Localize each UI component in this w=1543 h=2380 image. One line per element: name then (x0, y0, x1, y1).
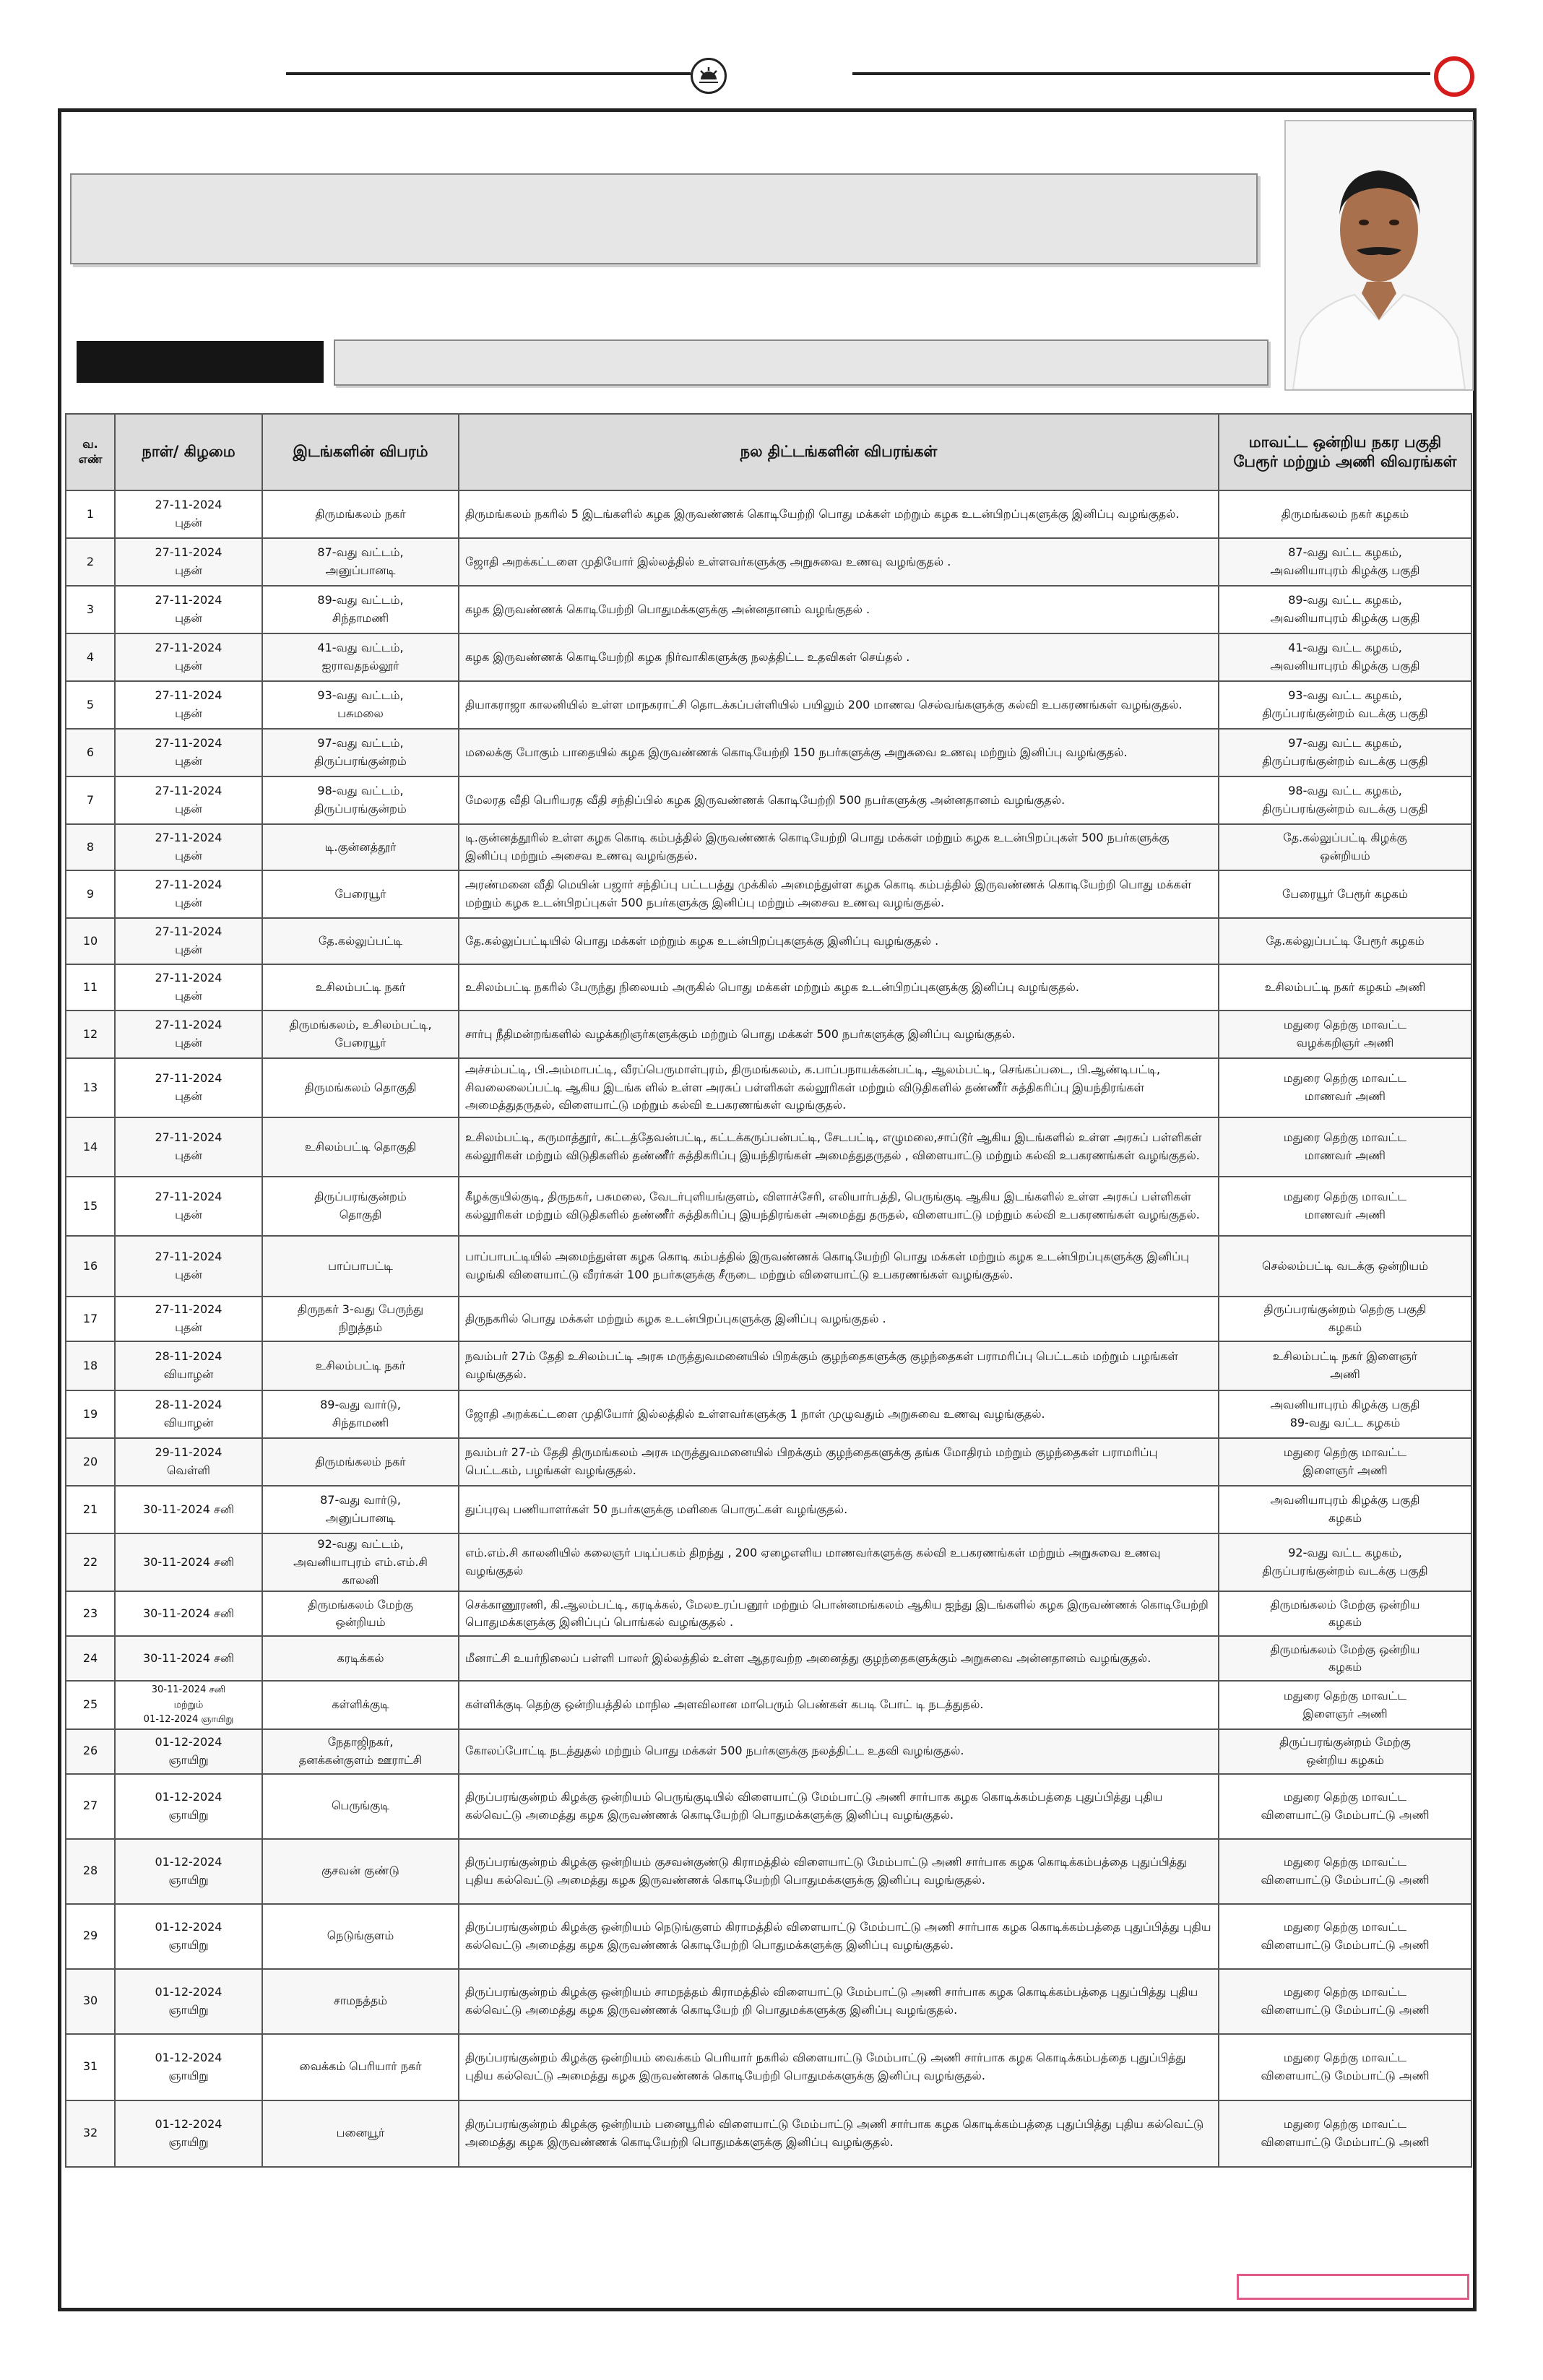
date-cell: 30-11-2024 சனி மற்றும் 01-12-2024 ஞாயிறு (115, 1681, 262, 1728)
subtitle-banner (334, 339, 1268, 386)
date-cell: 27-11-2024 புதன் (115, 870, 262, 918)
unit-cell: மதுரை தெற்கு மாவட்ட மாணவர் அணி (1219, 1177, 1471, 1236)
unit-cell: 89-வது வட்ட கழகம், அவனியாபுரம் கிழக்கு பகுதி (1219, 586, 1471, 633)
unit-cell: 41-வது வட்ட கழகம், அவனியாபுரம் கிழக்கு பகுதி (1219, 633, 1471, 681)
date-cell: 28-11-2024 வியாழன் (115, 1390, 262, 1438)
details-cell: கழக இருவண்ணக் கொடியேற்றி கழக நிர்வாகிகளுக்கு நலத்திட்ட உதவிகள் செய்தல் . (459, 633, 1219, 681)
date-cell: 30-11-2024 சனி (115, 1636, 262, 1681)
place-cell: 87-வது வார்டு, அனுப்பானடி (262, 1486, 459, 1533)
sun-rising-icon (691, 58, 727, 94)
unit-cell: மதுரை தெற்கு மாவட்ட விளையாட்டு மேம்பாட்டு அணி (1219, 1969, 1471, 2034)
place-cell: பாப்பாபட்டி (262, 1236, 459, 1297)
details-cell: தே.கல்லுப்பட்டியில் பொது மக்கள் மற்றும் கழக உடன்பிறப்புகளுக்கு இனிப்பு வழங்குதல் . (459, 918, 1219, 964)
date-cell: 01-12-2024 ஞாயிறு (115, 1969, 262, 2034)
table-row (66, 1904, 1471, 1969)
date-cell: 01-12-2024 ஞாயிறு (115, 1729, 262, 1774)
table-row (66, 586, 1471, 633)
table-row (66, 1636, 1471, 1681)
portrait-photo (1284, 120, 1474, 391)
place-cell: 87-வது வட்டம், அனுப்பானடி (262, 538, 459, 586)
table-row (66, 964, 1471, 1011)
serial-cell: 4 (66, 633, 115, 681)
date-cell: 30-11-2024 சனி (115, 1533, 262, 1591)
unit-cell: மதுரை தெற்கு மாவட்ட விளையாட்டு மேம்பாட்டு அணி (1219, 2034, 1471, 2100)
header-rule-left (286, 72, 691, 75)
unit-cell: திருப்பரங்குன்றம் தெற்கு பகுதி கழகம் (1219, 1297, 1471, 1341)
details-cell: டி.குன்னத்தூரில் உள்ள கழக கொடி கம்பத்தில் இருவண்ணக் கொடியேற்றி பொது மக்கள் மற்றும் கழக உடன்பிறப்புகள் 500 நபர்களுக்கு இனிப்பு மற்றும் அசைவ உணவு வழங்குதல். (459, 824, 1219, 870)
unit-cell: திருமங்கலம் மேற்கு ஒன்றிய கழகம் (1219, 1636, 1471, 1681)
place-cell: கள்ளிக்குடி (262, 1681, 459, 1728)
details-cell: திருப்பரங்குன்றம் கிழக்கு ஒன்றியம் சாமநத்தம் கிராமத்தில் விளையாட்டு மேம்பாட்டு அணி சார்பாக கழக கொடிக்கம்பத்தை புதுப்பித்து புதிய கல்வெட்டு அமைத்து கழக இருவண்ணக் கொடியேற் றி பொதுமக்களுக்கு இனிப்பு வழங்குதல். (459, 1969, 1219, 2034)
details-cell: திருப்பரங்குன்றம் கிழக்கு ஒன்றியம் பெருங்குடியில் விளையாட்டு மேம்பாட்டு அணி சார்பாக கழக கொடிக்கம்பத்தை புதுப்பித்து புதிய கல்வெட்டு அமைத்து கழக இருவண்ணக் கொடியேற்றி பொதுமக்களுக்கு இனிப்பு வழங்குதல். (459, 1774, 1219, 1839)
table-row (66, 1729, 1471, 1774)
details-cell: கீழக்குயில்குடி, திருநகர், பசுமலை, வேடர்புளியங்குளம், விளாச்சேரி, எலியார்பத்தி, பெருங்குடி ஆகிய இடங்களில் உள்ள அரசுப் பள்ளிகள் கல்லூரிகள் மற்றும் விடுதிகளில் தண்ணீர் சுத்திகரிப்பு இயந்திரங்கள் அமைத்து தருதல், விளையாட்டு மற்றும் கல்வி உபகரணங்கள் வழங்குதல். (459, 1177, 1219, 1236)
serial-cell: 11 (66, 964, 115, 1011)
date-cell: 01-12-2024 ஞாயிறு (115, 1774, 262, 1839)
place-cell: உசிலம்பட்டி நகர் (262, 964, 459, 1011)
details-cell: உசிலம்பட்டி, கருமாத்தூர், கட்டத்தேவன்பட்டி, கட்டக்கருப்பன்பட்டி, சேடபட்டி, எழுமலை,சாப்டூர் ஆகிய இடங்களில் உள்ள அரசுப் பள்ளிகள் கல்லூரிகள் மற்றும் விடுதிகளில் தண்ணீர் சுத்திகரிப்பு இயந்திரங்கள் அமைத்துதருதல் , விளையாட்டு மற்றும் கல்வி உபகரணங்கள் வழங்குதல். (459, 1117, 1219, 1177)
table-row (66, 538, 1471, 586)
place-cell: 41-வது வட்டம், ஐராவதநல்லூர் (262, 633, 459, 681)
date-cell: 27-11-2024 புதன் (115, 1058, 262, 1117)
table-row (66, 1591, 1471, 1636)
date-cell: 27-11-2024 புதன் (115, 729, 262, 776)
date-cell: 27-11-2024 புதன் (115, 824, 262, 870)
place-cell: வைக்கம் பெரியார் நகர் (262, 2034, 459, 2100)
header-details: நல திட்டங்களின் விபரங்கள் (459, 414, 1219, 490)
place-cell: உசிலம்பட்டி நகர் (262, 1341, 459, 1390)
table-header-row (66, 414, 1471, 490)
unit-cell: மதுரை தெற்கு மாவட்ட இளைஞர் அணி (1219, 1681, 1471, 1728)
details-cell: பாப்பாபட்டியில் அமைந்துள்ள கழக கொடி கம்பத்தில் இருவண்ணக் கொடியேற்றி பொது மக்கள் மற்றும் கழக உடன்பிறப்புகளுக்கு இனிப்பு வழங்கி விளையாட்டு வீரர்கள் 100 நபர்களுக்கு சீருடை மற்றும் விளையாட்டு உபகரணங்கள் வழங்குதல். (459, 1236, 1219, 1297)
serial-cell: 9 (66, 870, 115, 918)
unit-cell: 87-வது வட்ட கழகம், அவனியாபுரம் கிழக்கு பகுதி (1219, 538, 1471, 586)
details-cell: திருப்பரங்குன்றம் கிழக்கு ஒன்றியம் நெடுங்குளம் கிராமத்தில் விளையாட்டு மேம்பாட்டு அணி சார்பாக கழக கொடிக்கம்பத்தை புதுப்பித்து புதிய கல்வெட்டு அமைத்து கழக இருவண்ணக் கொடியேற்றி பொதுமக்களுக்கு இனிப்பு வழங்குதல். (459, 1904, 1219, 1969)
date-cell: 29-11-2024 வெள்ளி (115, 1438, 262, 1486)
table-row (66, 1533, 1471, 1591)
serial-cell: 15 (66, 1177, 115, 1236)
serial-cell: 24 (66, 1636, 115, 1681)
place-cell: 89-வது வார்டு, சிந்தாமணி (262, 1390, 459, 1438)
table-row (66, 870, 1471, 918)
date-cell: 30-11-2024 சனி (115, 1486, 262, 1533)
date-cell: 27-11-2024 புதன் (115, 964, 262, 1011)
table-row (66, 1341, 1471, 1390)
unit-cell: 97-வது வட்ட கழகம், திருப்பரங்குன்றம் வடக்கு பகுதி (1219, 729, 1471, 776)
details-cell: கோலப்போட்டி நடத்துதல் மற்றும் பொது மக்கள் 500 நபர்களுக்கு நலத்திட்ட உதவி வழங்குதல். (459, 1729, 1219, 1774)
serial-cell: 8 (66, 824, 115, 870)
details-cell: நவம்பர் 27-ம் தேதி திருமங்கலம் அரசு மருத்துவமனையில் பிறக்கும் குழந்தைகளுக்கு தங்க மோதிரம் மற்றும் குழந்தைகள் பராமரிப்பு பெட்டகம், பழங்கள் வழங்குதல். (459, 1438, 1219, 1486)
header-serial: வ. எண் (66, 414, 115, 490)
serial-cell: 14 (66, 1117, 115, 1177)
table-row (66, 1839, 1471, 1904)
table-row (66, 1297, 1471, 1341)
unit-cell: 98-வது வட்ட கழகம், திருப்பரங்குன்றம் வடக்கு பகுதி (1219, 776, 1471, 824)
serial-cell: 1 (66, 490, 115, 538)
table-row (66, 1486, 1471, 1533)
details-cell: மீனாட்சி உயர்நிலைப் பள்ளி பாலர் இல்லத்தில் உள்ள ஆதரவற்ற அனைத்து குழந்தைகளுக்கும் அறுசுவை அன்னதானம் வழங்குதல். (459, 1636, 1219, 1681)
table-row (66, 1438, 1471, 1486)
unit-cell: மதுரை தெற்கு மாவட்ட விளையாட்டு மேம்பாட்டு அணி (1219, 1839, 1471, 1904)
table-row (66, 490, 1471, 538)
place-cell: 92-வது வட்டம், அவனியாபுரம் எம்.எம்.சி காலனி (262, 1533, 459, 1591)
unit-cell: உசிலம்பட்டி நகர் இளைஞர் அணி (1219, 1341, 1471, 1390)
date-cell: 27-11-2024 புதன் (115, 1177, 262, 1236)
place-cell: 89-வது வட்டம், சிந்தாமணி (262, 586, 459, 633)
serial-cell: 12 (66, 1011, 115, 1058)
place-cell: தே.கல்லுப்பட்டி (262, 918, 459, 964)
place-cell: திருமங்கலம் தொகுதி (262, 1058, 459, 1117)
serial-cell: 29 (66, 1904, 115, 1969)
table-row (66, 1236, 1471, 1297)
table-row (66, 1681, 1471, 1728)
unit-cell: 92-வது வட்ட கழகம், திருப்பரங்குன்றம் வடக்கு பகுதி (1219, 1533, 1471, 1591)
place-cell: கரடிக்கல் (262, 1636, 459, 1681)
unit-cell: உசிலம்பட்டி நகர் கழகம் அணி (1219, 964, 1471, 1011)
unit-cell: அவனியாபுரம் கிழக்கு பகுதி கழகம் (1219, 1486, 1471, 1533)
date-cell: 01-12-2024 ஞாயிறு (115, 2100, 262, 2167)
details-cell: தியாகராஜா காலனியில் உள்ள மாநகராட்சி தொடக்கப்பள்ளியில் பயிலும் 200 மாணவ செல்வங்களுக்கு கல்வி உபகரணங்கள் வழங்குதல். (459, 681, 1219, 729)
details-cell: துப்புரவு பணியாளர்கள் 50 நபர்களுக்கு மளிகை பொருட்கள் வழங்குதல். (459, 1486, 1219, 1533)
unit-cell: திருமங்கலம் நகர் கழகம் (1219, 490, 1471, 538)
unit-cell: மதுரை தெற்கு மாவட்ட இளைஞர் அணி (1219, 1438, 1471, 1486)
date-cell: 01-12-2024 ஞாயிறு (115, 2034, 262, 2100)
table-row (66, 2034, 1471, 2100)
unit-cell: மதுரை தெற்கு மாவட்ட மாணவர் அணி (1219, 1058, 1471, 1117)
serial-cell: 3 (66, 586, 115, 633)
details-cell: செக்காணூரணி, கி.ஆலம்பட்டி, கரடிக்கல், மேலஉரப்பனூர் மற்றும் பொன்னமங்கலம் ஆகிய ஐந்து இடங்களில் கழக இருவண்ணக் கொடியேற்றி பொதுமக்களுக்கு இனிப்புப் பொங்கல் வழங்குதல் . (459, 1591, 1219, 1636)
unit-cell: மதுரை தெற்கு மாவட்ட விளையாட்டு மேம்பாட்டு அணி (1219, 1904, 1471, 1969)
serial-cell: 20 (66, 1438, 115, 1486)
table-row (66, 824, 1471, 870)
table-row (66, 681, 1471, 729)
place-cell: பேரையூர் (262, 870, 459, 918)
serial-cell: 2 (66, 538, 115, 586)
details-cell: கள்ளிக்குடி தெற்கு ஒன்றியத்தில் மாநில அளவிலான மாபெரும் பெண்கள் கபடி போட் டி நடத்துதல். (459, 1681, 1219, 1728)
serial-cell: 17 (66, 1297, 115, 1341)
serial-cell: 13 (66, 1058, 115, 1117)
details-cell: திருப்பரங்குன்றம் கிழக்கு ஒன்றியம் பனையூரில் விளையாட்டு மேம்பாட்டு அணி சார்பாக கழக கொடிக்கம்பத்தை புதுப்பித்து புதிய கல்வெட்டு அமைத்து கழக இருவண்ணக் கொடியேற்றி பொதுமக்களுக்கு இனிப்பு வழங்குதல். (459, 2100, 1219, 2167)
serial-cell: 16 (66, 1236, 115, 1297)
table-row (66, 1774, 1471, 1839)
details-cell: அரண்மனை வீதி மெயின் பஜார் சந்திப்பு பட்டபத்து முக்கில் அமைந்துள்ள கழக கொடி கம்பத்தில் இருவண்ணக் கொடியேற்றி பொது மக்கள் மற்றும் கழக உடன்பிறப்புகள் 500 நபர்களுக்கு இனிப்பு மற்றும் அசைவ உணவு வழங்குதல். (459, 870, 1219, 918)
table-row (66, 918, 1471, 964)
serial-cell: 7 (66, 776, 115, 824)
date-cell: 27-11-2024 புதன் (115, 633, 262, 681)
place-cell: பனையூர் (262, 2100, 459, 2167)
place-cell: டி.குன்னத்தூர் (262, 824, 459, 870)
table-row (66, 633, 1471, 681)
serial-cell: 19 (66, 1390, 115, 1438)
place-cell: 98-வது வட்டம், திருப்பரங்குன்றம் (262, 776, 459, 824)
unit-cell: மதுரை தெற்கு மாவட்ட வழக்கறிஞர் அணி (1219, 1011, 1471, 1058)
header-place: இடங்களின் விபரம் (262, 414, 459, 490)
unit-cell: பேரையூர் பேரூர் கழகம் (1219, 870, 1471, 918)
unit-cell: மதுரை தெற்கு மாவட்ட மாணவர் அணி (1219, 1117, 1471, 1177)
place-cell: குசவன் குண்டு (262, 1839, 459, 1904)
details-cell: கழக இருவண்ணக் கொடியேற்றி பொதுமக்களுக்கு அன்னதானம் வழங்குதல் . (459, 586, 1219, 633)
header-rule-right (852, 72, 1430, 75)
place-cell: 93-வது வட்டம், பசுமலை (262, 681, 459, 729)
table-row (66, 1011, 1471, 1058)
date-cell: 27-11-2024 புதன் (115, 1236, 262, 1297)
date-cell: 27-11-2024 புதன் (115, 681, 262, 729)
place-cell: சாமநத்தம் (262, 1969, 459, 2034)
unit-cell: மதுரை தெற்கு மாவட்ட விளையாட்டு மேம்பாட்டு அணி (1219, 2100, 1471, 2167)
details-cell: உசிலம்பட்டி நகரில் பேருந்து நிலையம் அருகில் பொது மக்கள் மற்றும் கழக உடன்பிறப்புகளுக்கு இனிப்பு வழங்குதல். (459, 964, 1219, 1011)
unit-cell: செல்லம்பட்டி வடக்கு ஒன்றியம் (1219, 1236, 1471, 1297)
table-row (66, 1969, 1471, 2034)
place-cell: திருமங்கலம் நகர் (262, 1438, 459, 1486)
unit-cell: திருப்பரங்குன்றம் மேற்கு ஒன்றிய கழகம் (1219, 1729, 1471, 1774)
serial-cell: 22 (66, 1533, 115, 1591)
unit-cell: மதுரை தெற்கு மாவட்ட விளையாட்டு மேம்பாட்டு அணி (1219, 1774, 1471, 1839)
details-cell: நவம்பர் 27ம் தேதி உசிலம்பட்டி அரசு மருத்துவமனையில் பிறக்கும் குழந்தைகளுக்கு குழந்தைகள் பராமரிப்பு பெட்டகம் மற்றும் பழங்கள் வழங்குதல். (459, 1341, 1219, 1390)
serial-cell: 6 (66, 729, 115, 776)
details-cell: ஜோதி அறக்கட்டளை முதியோர் இல்லத்தில் உள்ளவர்களுக்கு அறுசுவை உணவு வழங்குதல் . (459, 538, 1219, 586)
serial-cell: 23 (66, 1591, 115, 1636)
unit-cell: தே.கல்லுப்பட்டி பேரூர் கழகம் (1219, 918, 1471, 964)
date-cell: 27-11-2024 புதன் (115, 1297, 262, 1341)
place-cell: திருநகர் 3-வது பேருந்து நிறுத்தம் (262, 1297, 459, 1341)
header-unit: மாவட்ட ஒன்றிய நகர பகுதி பேரூர் மற்றும் அணி விவரங்கள் (1219, 414, 1471, 490)
date-cell: 28-11-2024 வியாழன் (115, 1341, 262, 1390)
details-cell: எம்.எம்.சி காலனியில் கலைஞர் படிப்பகம் திறந்து , 200 ஏழைஎளிய மாணவர்களுக்கு கல்வி உபகரணங்கள் மற்றும் அறுசுவை உணவு வழங்குதல் (459, 1533, 1219, 1591)
details-cell: திருப்பரங்குன்றம் கிழக்கு ஒன்றியம் வைக்கம் பெரியார் நகரில் விளையாட்டு மேம்பாட்டு அணி சார்பாக கழக கொடிக்கம்பத்தை புதுப்பித்து புதிய கல்வெட்டு அமைத்து கழக இருவண்ணக் கொடியேற்றி பொதுமக்களுக்கு இனிப்பு வழங்குதல். (459, 2034, 1219, 2100)
serial-cell: 5 (66, 681, 115, 729)
section-label-block (77, 341, 324, 383)
details-cell: திருநகரில் பொது மக்கள் மற்றும் கழக உடன்பிறப்புகளுக்கு இனிப்பு வழங்குதல் . (459, 1297, 1219, 1341)
details-cell: ஜோதி அறக்கட்டளை முதியோர் இல்லத்தில் உள்ளவர்களுக்கு 1 நாள் முழுவதும் அறுசுவை உணவு வழங்குதல். (459, 1390, 1219, 1438)
header-date: நாள்/ கிழமை (115, 414, 262, 490)
serial-cell: 31 (66, 2034, 115, 2100)
title-banner (70, 173, 1258, 264)
place-cell: திருமங்கலம் நகர் (262, 490, 459, 538)
unit-cell: 93-வது வட்ட கழகம், திருப்பரங்குன்றம் வடக்கு பகுதி (1219, 681, 1471, 729)
programme-table (65, 413, 1472, 2168)
unit-cell: அவனியாபுரம் கிழக்கு பகுதி 89-வது வட்ட கழகம் (1219, 1390, 1471, 1438)
serial-cell: 25 (66, 1681, 115, 1728)
table-row (66, 729, 1471, 776)
details-cell: திருப்பரங்குன்றம் கிழக்கு ஒன்றியம் குசவன்குண்டு கிராமத்தில் விளையாட்டு மேம்பாட்டு அணி சார்பாக கழக கொடிக்கம்பத்தை புதுப்பித்து புதிய கல்வெட்டு அமைத்து கழக இருவண்ணக் கொடியேற்றி பொதுமக்களுக்கு இனிப்பு வழங்குதல். (459, 1839, 1219, 1904)
date-cell: 27-11-2024 புதன் (115, 776, 262, 824)
place-cell: நேதாஜிநகர், தனக்கன்குளம் ஊராட்சி (262, 1729, 459, 1774)
table-row (66, 1390, 1471, 1438)
unit-cell: திருமங்கலம் மேற்கு ஒன்றிய கழகம் (1219, 1591, 1471, 1636)
serial-cell: 30 (66, 1969, 115, 2034)
unit-cell: தே.கல்லுப்பட்டி கிழக்கு ஒன்றியம் (1219, 824, 1471, 870)
serial-cell: 28 (66, 1839, 115, 1904)
place-cell: 97-வது வட்டம், திருப்பரங்குன்றம் (262, 729, 459, 776)
details-cell: திருமங்கலம் நகரில் 5 இடங்களில் கழக இருவண்ணக் கொடியேற்றி பொது மக்கள் மற்றும் கழக உடன்பிறப்புகளுக்கு இனிப்பு வழங்குதல். (459, 490, 1219, 538)
serial-cell: 10 (66, 918, 115, 964)
table-row (66, 1058, 1471, 1117)
serial-cell: 21 (66, 1486, 115, 1533)
table-row (66, 2100, 1471, 2167)
details-cell: அச்சம்பட்டி, பி.அம்மாபட்டி, வீரப்பெருமாள்புரம், திருமங்கலம், க.பாப்பநாயக்கன்பட்டி, ஆலம்பட்டி, செங்கப்படை, பி.ஆண்டிபட்டி, சிவலைலைப்பட்டி ஆகிய இடங்க ளில் உள்ள அரசுப் பள்ளிகள் கல்லூரிகள் மற்றும் விடுதிகளில் தண்ணீர் சுத்திகரிப்பு இயந்திரங்கள் அமைத்துதருதல், விளையாட்டு மற்றும் கல்வி உபகரணங்கள் வழங்குதல். (459, 1058, 1219, 1117)
place-cell: திருப்பரங்குன்றம் தொகுதி (262, 1177, 459, 1236)
serial-cell: 18 (66, 1341, 115, 1390)
details-cell: சார்பு நீதிமன்றங்களில் வழக்கறிஞர்களுக்கும் மற்றும் பொது மக்கள் 500 நபர்களுக்கு இனிப்பு வழங்குதல். (459, 1011, 1219, 1058)
details-cell: மேலரத வீதி பெரியரத வீதி சந்திப்பில் கழக இருவண்ணக் கொடியேற்றி 500 நபர்களுக்கு அன்னதானம் வழங்குதல். (459, 776, 1219, 824)
date-cell: 27-11-2024 புதன் (115, 538, 262, 586)
footer-tag (1237, 2274, 1469, 2300)
place-cell: பெருங்குடி (262, 1774, 459, 1839)
serial-cell: 27 (66, 1774, 115, 1839)
place-cell: திருமங்கலம் மேற்கு ஒன்றியம் (262, 1591, 459, 1636)
table-row (66, 776, 1471, 824)
serial-cell: 26 (66, 1729, 115, 1774)
date-cell: 27-11-2024 புதன் (115, 1117, 262, 1177)
place-cell: நெடுங்குளம் (262, 1904, 459, 1969)
date-cell: 27-11-2024 புதன் (115, 490, 262, 538)
ring-icon (1434, 56, 1474, 97)
place-cell: உசிலம்பட்டி தொகுதி (262, 1117, 459, 1177)
details-cell: மலைக்கு போகும் பாதையில் கழக இருவண்ணக் கொடியேற்றி 150 நபர்களுக்கு அறுசுவை உணவு மற்றும் இனிப்பு வழங்குதல். (459, 729, 1219, 776)
date-cell: 01-12-2024 ஞாயிறு (115, 1839, 262, 1904)
date-cell: 01-12-2024 ஞாயிறு (115, 1904, 262, 1969)
place-cell: திருமங்கலம், உசிலம்பட்டி, பேரையூர் (262, 1011, 459, 1058)
date-cell: 27-11-2024 புதன் (115, 918, 262, 964)
date-cell: 27-11-2024 புதன் (115, 586, 262, 633)
table-row (66, 1177, 1471, 1236)
table-row (66, 1117, 1471, 1177)
date-cell: 27-11-2024 புதன் (115, 1011, 262, 1058)
date-cell: 30-11-2024 சனி (115, 1591, 262, 1636)
serial-cell: 32 (66, 2100, 115, 2167)
